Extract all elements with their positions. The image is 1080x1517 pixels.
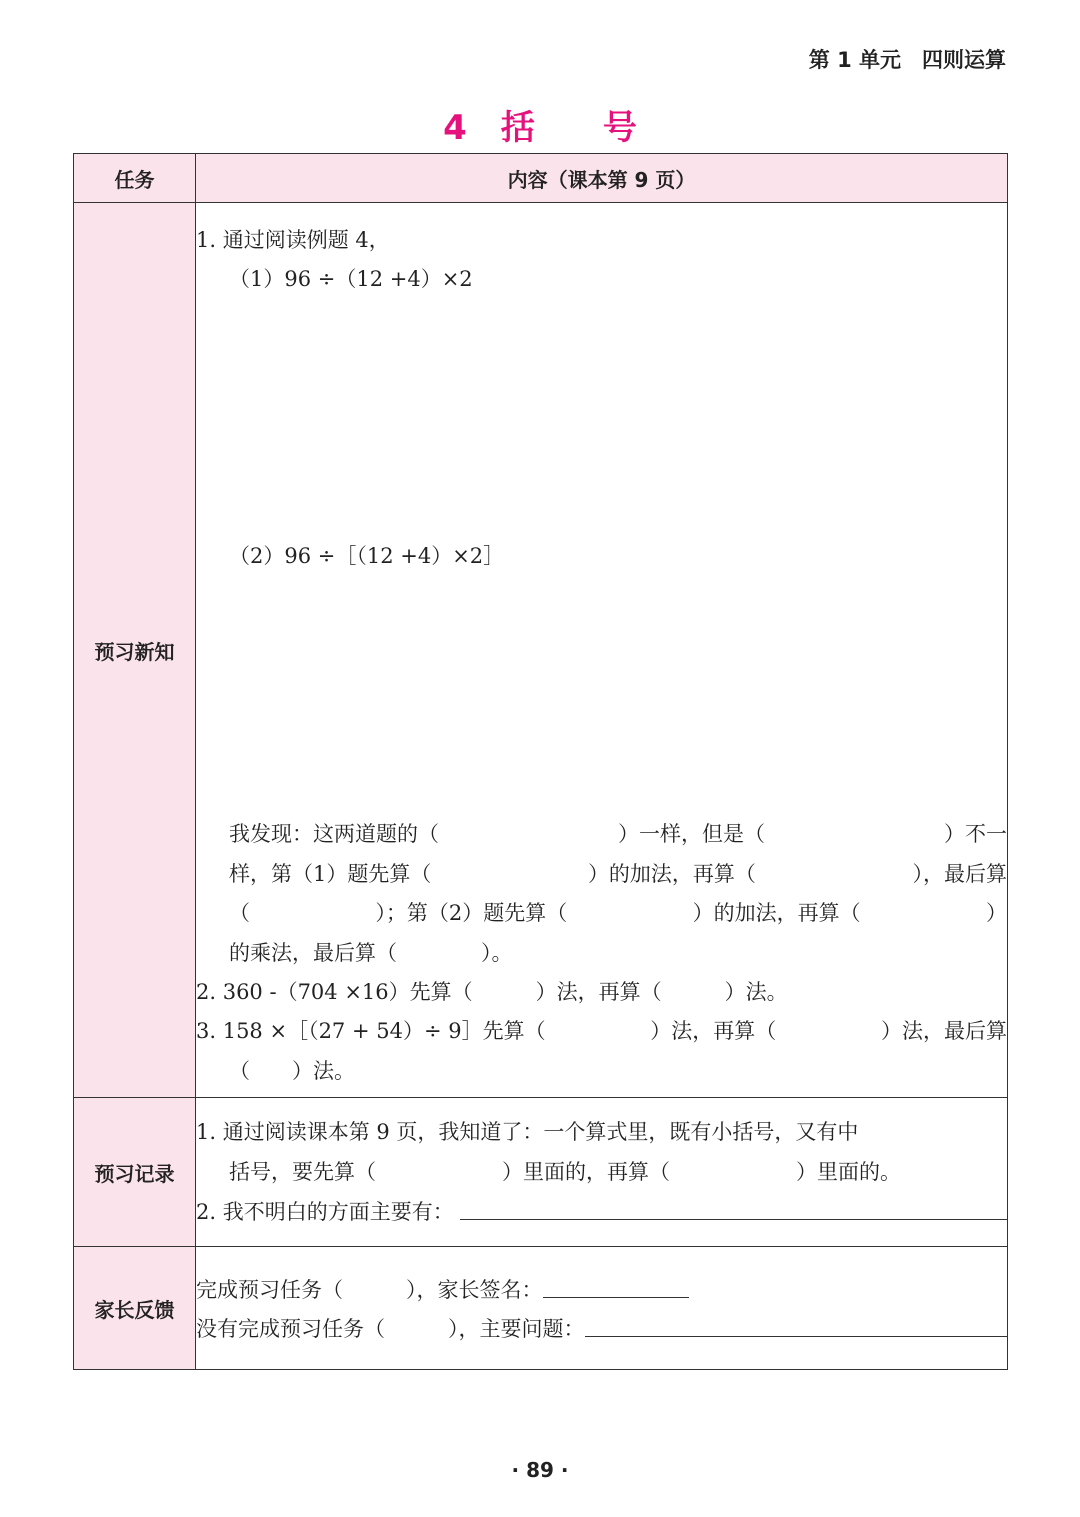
- task-parent: 家长反馈: [74, 1247, 196, 1370]
- content-preview: [196, 203, 1008, 1098]
- row-parent: [74, 1247, 1008, 1370]
- q1-part2: （2）96 ÷［（12 +4）×2］: [229, 544, 505, 568]
- row-record: [74, 1098, 1008, 1247]
- q3-line2: （ ）法。: [229, 1059, 355, 1083]
- table-header-row: [74, 154, 1008, 203]
- discover-line-2: 样，第（1）题先算（ ）的加法，再算（ ），最后算: [229, 861, 1007, 886]
- record-line-3: 2. 我不明白的方面主要有：: [196, 1193, 1007, 1233]
- unit-header: 第 1 单元 四则运算: [808, 48, 1006, 72]
- q1-part1: （1）96 ÷（12 +4）×2: [229, 267, 473, 291]
- task-preview: 预习新知: [74, 203, 196, 1098]
- parent-line-1: 完成预习任务（ ），家长签名：: [196, 1271, 689, 1311]
- record-line-1: 1. 通过阅读课本第 9 页，我知道了：一个算式里，既有小括号，又有中: [196, 1120, 859, 1144]
- main-problem-line[interactable]: [585, 1310, 1008, 1337]
- unclear-answer-line[interactable]: [460, 1193, 1007, 1220]
- q1-intro: 1. 通过阅读例题 4，: [196, 228, 390, 252]
- content-record: [196, 1098, 1008, 1247]
- header-content: 内容（课本第 9 页）: [196, 154, 1008, 203]
- task-record: 预习记录: [74, 1098, 196, 1247]
- lesson-title: 4 括 号: [443, 108, 637, 148]
- q2: 2. 360 -（704 ×16）先算（ ）法，再算（ ）法。: [196, 980, 788, 1004]
- discover-line-3: （ ）；第（2）题先算（ ）的加法，再算（ ）: [229, 901, 1007, 925]
- discover-line-4: 的乘法，最后算（ ）。: [229, 940, 513, 965]
- parent-line-2: 没有完成预习任务（ ），主要问题：: [196, 1310, 1007, 1350]
- header-task: 任务: [74, 154, 196, 203]
- discover-line-1: 我发现：这两道题的（ ）一样，但是（ ）不一: [229, 822, 1007, 846]
- preview-table: [73, 153, 1008, 1370]
- record-line-2: 括号，要先算（ ）里面的，再算（ ）里面的。: [229, 1160, 901, 1184]
- row-preview: [74, 203, 1008, 1098]
- q3-line1: 3. 158 ×［（27 + 54）÷ 9］先算（ ）法，再算（ ）法，最后算: [196, 1019, 1007, 1043]
- parent-signature-line[interactable]: [543, 1271, 689, 1298]
- page-number: · 89 ·: [511, 1458, 569, 1482]
- discover-block: [229, 815, 1007, 973]
- content-parent: [196, 1247, 1008, 1370]
